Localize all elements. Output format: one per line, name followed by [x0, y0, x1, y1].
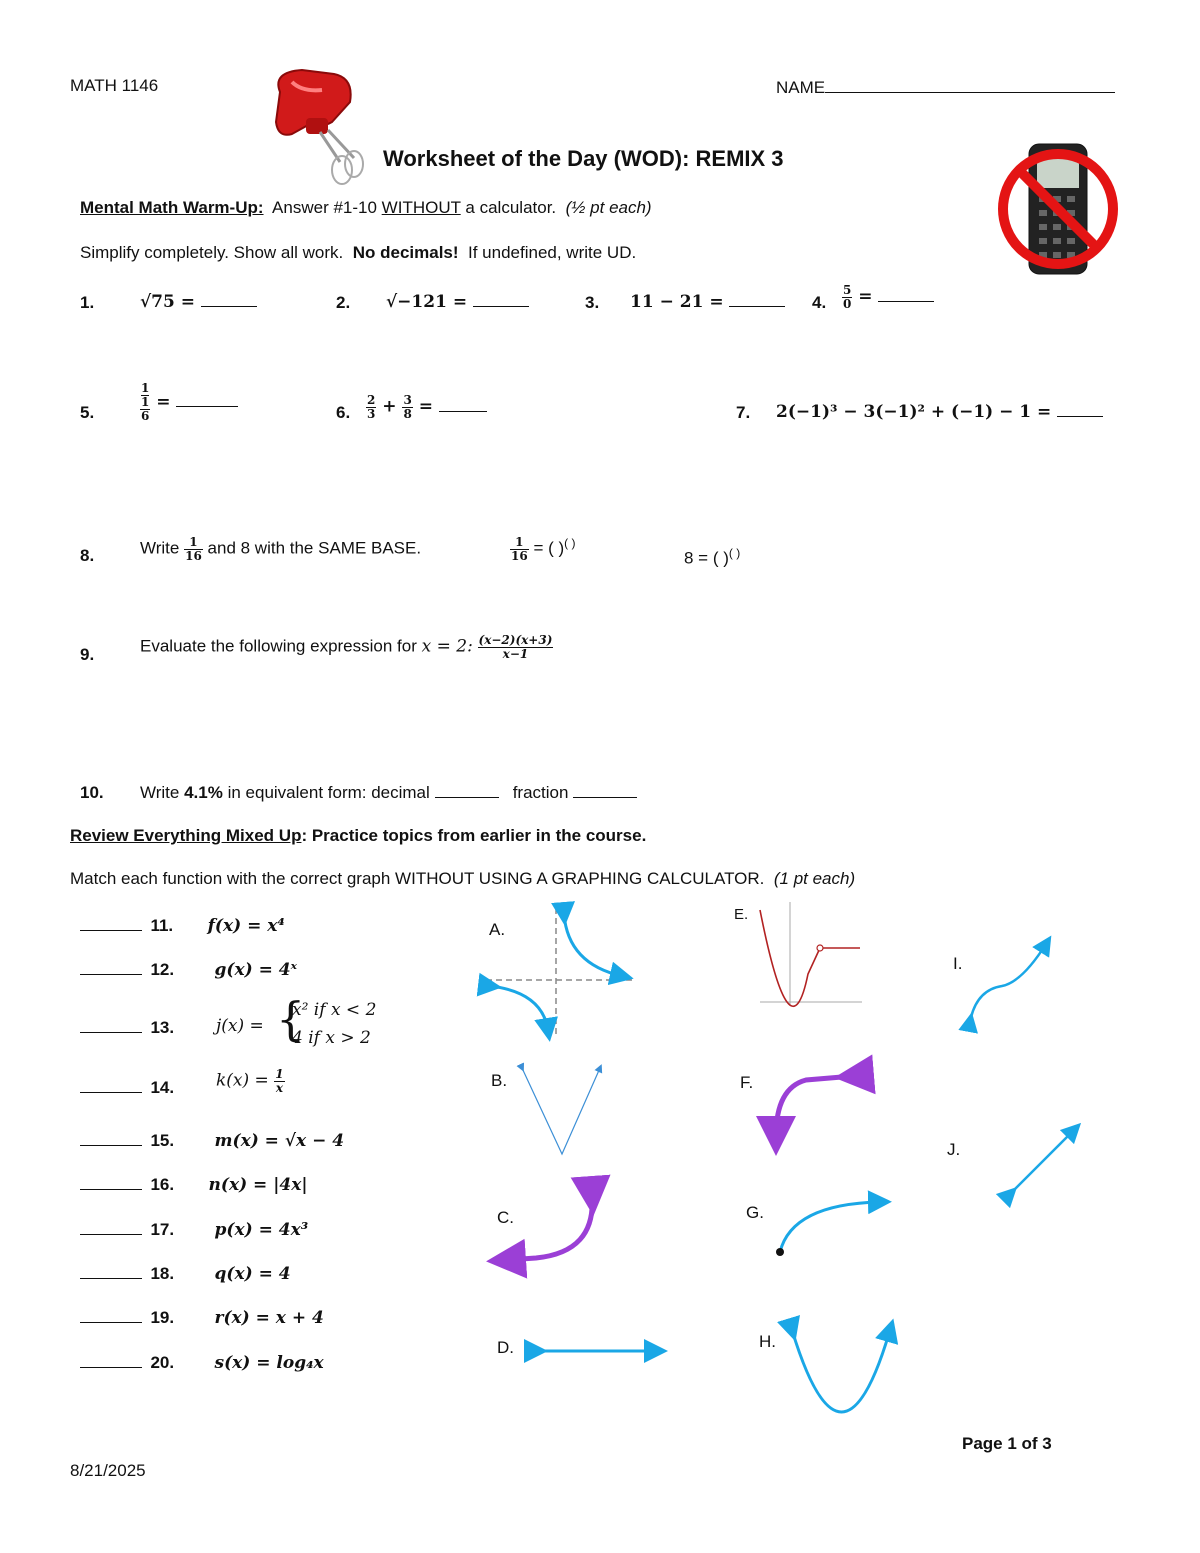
- fraction-blank[interactable]: [573, 781, 637, 798]
- problem-3-number: 3.: [585, 293, 600, 312]
- graph-i: [962, 938, 1054, 1028]
- piecewise-case-2: 4 if x > 2: [292, 1028, 371, 1048]
- problem-2-blank[interactable]: [473, 290, 529, 307]
- problem-10: Write 4.1% in equivalent form: decimal fraction: [140, 781, 637, 803]
- match-instructions: Match each function with the correct graph WITHOUT USING A GRAPHING CALCULATOR. (1 pt each): [70, 869, 856, 888]
- problem-3: 11 − 21 =: [630, 290, 785, 312]
- function-row: 16. n(x) = |4x|: [80, 1173, 308, 1195]
- problem-9-number: 9.: [80, 645, 95, 664]
- problem-7: 2(−1)³ − 3(−1)² + (−1) − 1 =: [776, 400, 1103, 422]
- function-14: k(x) = $\frac{1}{x}$: [216, 1067, 284, 1095]
- graph-d: [530, 1340, 662, 1364]
- graph-c: [496, 1190, 606, 1274]
- problem-6-number: 6.: [336, 403, 351, 422]
- problem-2-number: 2.: [336, 293, 351, 312]
- graph-label-i: I.: [953, 954, 963, 973]
- problem-6-blank[interactable]: [439, 395, 487, 412]
- page-number: Page 1 of 3: [962, 1434, 1052, 1453]
- answer-blank-19[interactable]: [80, 1306, 142, 1323]
- problem-5-blank[interactable]: [176, 390, 238, 407]
- problem-5-number: 5.: [80, 403, 95, 422]
- graph-h: [784, 1324, 900, 1420]
- graph-j: [1004, 1124, 1080, 1200]
- graph-f: [766, 1068, 862, 1144]
- piecewise-brace: {: [276, 992, 306, 1046]
- no-calculator-icon: [995, 138, 1123, 280]
- function-row: 15. m(x) = √x − 4: [80, 1129, 344, 1151]
- problem-4: $\frac{5}{0}$ =: [842, 284, 934, 310]
- problem-10-number: 10.: [80, 783, 104, 802]
- page-title: Worksheet of the Day (WOD): REMIX 3: [383, 146, 784, 171]
- problem-1-blank[interactable]: [201, 290, 257, 307]
- problem-4-blank[interactable]: [878, 285, 934, 302]
- piecewise-case-1: x² if x < 2: [292, 1000, 377, 1020]
- review-heading: Review Everything Mixed Up: Practice topics from earlier in the course.: [70, 826, 647, 845]
- course-code: MATH 1146: [70, 76, 159, 95]
- answer-blank-18[interactable]: [80, 1262, 142, 1279]
- function-row: 13.: [80, 1016, 174, 1038]
- graph-a: [486, 908, 632, 1036]
- graph-label-h: H.: [759, 1332, 776, 1351]
- answer-blank-13[interactable]: [80, 1016, 142, 1033]
- graph-label-d: D.: [497, 1338, 514, 1357]
- problem-8-answer-1[interactable]: $\frac{1}{16}$ = ( )( ): [511, 535, 576, 563]
- graph-label-a: A.: [489, 920, 506, 939]
- mixer-icon: [262, 62, 372, 187]
- problem-1-number: 1.: [80, 293, 95, 312]
- answer-blank-14[interactable]: [80, 1076, 142, 1093]
- problem-7-number: 7.: [736, 403, 751, 422]
- instructions: Simplify completely. Show all work. No decimals! If undefined, write UD.: [80, 243, 637, 262]
- function-row: 12. g(x) = 4ˣ: [80, 958, 297, 980]
- problem-8: Write $\frac{1}{16}$ and 8 with the SAME BASE.: [140, 535, 422, 563]
- problem-1: √75 =: [140, 290, 257, 312]
- problem-4-number: 4.: [812, 293, 827, 312]
- graph-label-c: C.: [497, 1208, 514, 1227]
- graph-label-j: J.: [947, 1140, 961, 1159]
- graph-label-f: F.: [740, 1073, 754, 1092]
- problem-2: √−121 =: [386, 290, 529, 312]
- graph-e: [752, 902, 864, 1012]
- problem-5: 1 1 6 =: [140, 382, 238, 423]
- function-row: 14.: [80, 1076, 174, 1098]
- problem-8-number: 8.: [80, 546, 95, 565]
- name-label: NAME: [776, 76, 1115, 98]
- answer-blank-16[interactable]: [80, 1173, 142, 1190]
- graph-label-b: B.: [491, 1071, 508, 1090]
- function-row: 18. q(x) = 4: [80, 1262, 291, 1284]
- function-row: 11. f(x) = x⁴: [80, 914, 285, 936]
- warmup-line: Mental Math Warm-Up: Answer #1-10 WITHOUT a calculator. (½ pt each): [80, 198, 652, 217]
- function-13-lhs: j(x) =: [216, 1016, 264, 1036]
- function-row: 19. r(x) = x + 4: [80, 1306, 324, 1328]
- problem-6: $\frac{2}{3}$ + $\frac{3}{8}$ =: [366, 394, 487, 420]
- graph-b: [516, 1064, 606, 1158]
- graph-label-e: E.: [734, 906, 749, 923]
- function-row: 17. p(x) = 4x³: [80, 1218, 308, 1240]
- name-blank[interactable]: [825, 76, 1115, 93]
- date: 8/21/2025: [70, 1461, 146, 1480]
- graph-g: [772, 1194, 888, 1256]
- problem-3-blank[interactable]: [729, 290, 785, 307]
- answer-blank-20[interactable]: [80, 1351, 142, 1368]
- problem-7-blank[interactable]: [1057, 400, 1103, 417]
- answer-blank-15[interactable]: [80, 1129, 142, 1146]
- answer-blank-17[interactable]: [80, 1218, 142, 1235]
- problem-8-answer-2[interactable]: 8 = ( )( ): [684, 546, 741, 568]
- decimal-blank[interactable]: [435, 781, 499, 798]
- answer-blank-12[interactable]: [80, 958, 142, 975]
- graph-label-g: G.: [746, 1203, 764, 1222]
- problem-9: Evaluate the following expression for x = 2: $\frac{(x-2)(x+3)}{x-1}$: [140, 633, 553, 661]
- answer-blank-11[interactable]: [80, 914, 142, 931]
- function-row: 20. s(x) = log₄x: [80, 1351, 324, 1373]
